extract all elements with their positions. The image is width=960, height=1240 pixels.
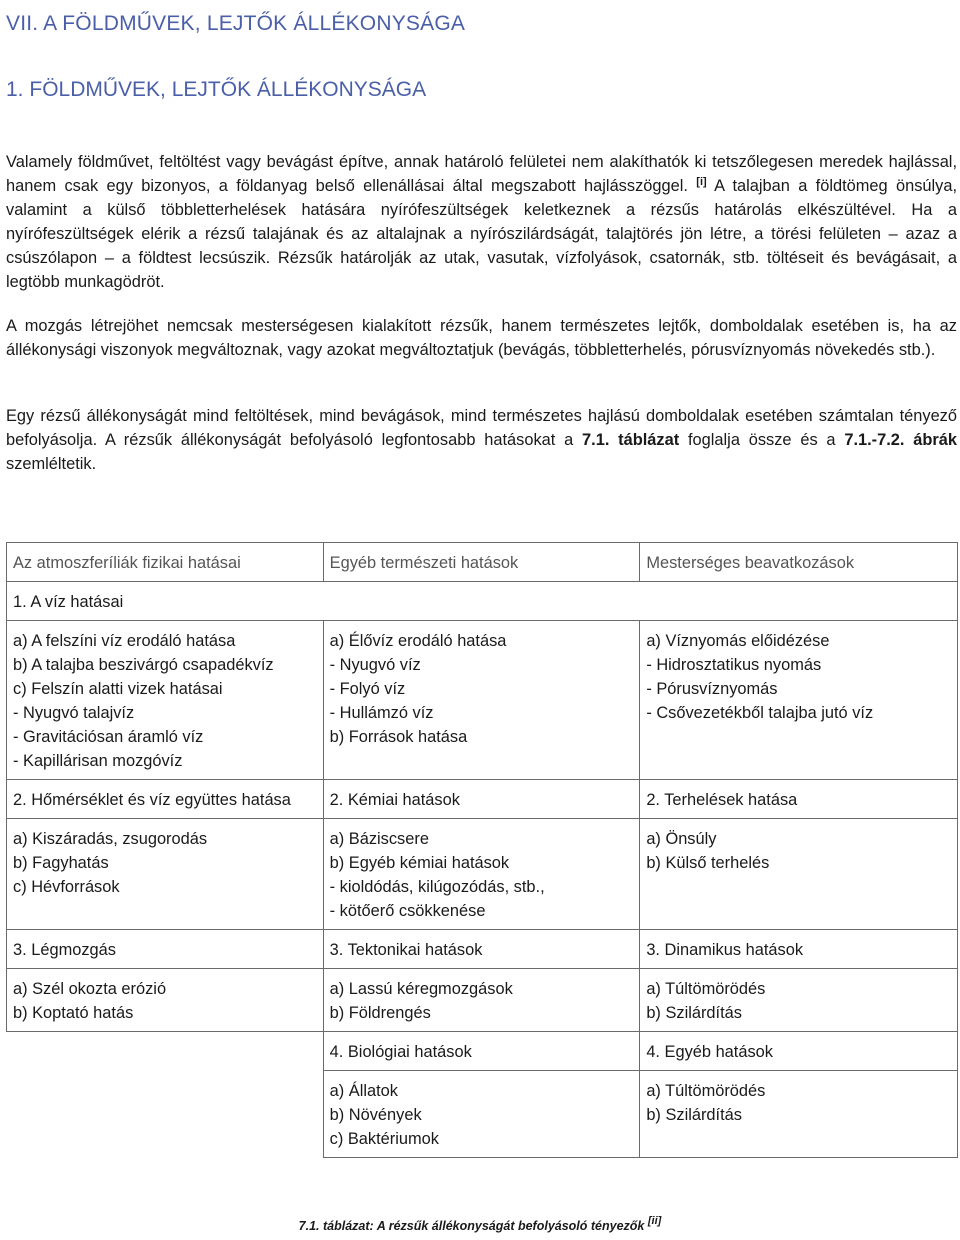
table-row xyxy=(7,819,958,930)
table-cell-line: a) Kiszáradás, zsugorodás xyxy=(13,830,208,848)
table-cell-line: c) Hévforrások xyxy=(13,878,120,896)
table-row xyxy=(7,1071,958,1158)
chapter-title-prefix: VII. A xyxy=(6,12,57,35)
table-header-row xyxy=(7,543,958,582)
table-cell-line: a) A felszíni víz erodáló hatása xyxy=(13,632,236,650)
table-cell-line: a) Túltömörödés xyxy=(646,980,766,998)
table-cell-line: b) Szilárdítás xyxy=(646,1004,742,1022)
table-cell-line: - Nyugvó víz xyxy=(329,656,421,674)
table-group-title: 2. Terhelések hatása xyxy=(640,780,958,819)
table-row xyxy=(7,930,958,969)
table-cell xyxy=(323,819,640,930)
table-cell-line: - kioldódás, kilúgozódás, stb., xyxy=(329,878,545,896)
paragraph-factors-part2: foglalja össze és a xyxy=(688,431,836,449)
figure-reference: 7.1.-7.2. ábrák xyxy=(844,431,958,449)
table-cell-line: - Pórusvíznyomás xyxy=(646,680,778,698)
table-cell xyxy=(640,969,958,1032)
chapter-title xyxy=(6,12,465,36)
table-cell-line: b) Külső terhelés xyxy=(646,854,770,872)
table-cell-line: b) Fagyhatás xyxy=(13,854,109,872)
table-cell-line: c) Felszín alatti vizek hatásai xyxy=(13,680,223,698)
table-cell-line: c) Baktériumok xyxy=(329,1130,439,1148)
table-cell-line: a) Túltömörödés xyxy=(646,1082,766,1100)
table-cell-line: - Kapillárisan mozgóvíz xyxy=(13,752,183,770)
table-cell-line: a) Lassú kéregmozgások xyxy=(329,980,513,998)
table-row xyxy=(7,1032,958,1071)
table-cell-line: b) Növények xyxy=(329,1106,422,1124)
table-cell xyxy=(323,1071,640,1158)
table-cell-line: - Hidrosztatikus nyomás xyxy=(646,656,822,674)
paragraph-movement: A mozgás létrejöhet nemcsak mesterségesen kialakított rézsűk, hanem természetes lejtők, domboldalak esetében is, ha az állékonysági viszonyok megváltoznak, vagy azokat megváltoztatjuk (bevágás, többletterhelés, pórusvíznyomás növekedés stb.). xyxy=(6,317,957,359)
table-group-title: 3. Dinamikus hatások xyxy=(640,930,958,969)
table-row xyxy=(7,780,958,819)
table-cell-line: b) Források hatása xyxy=(329,728,468,746)
table-empty-cell xyxy=(7,1071,324,1158)
table-cell xyxy=(323,621,640,780)
section-title xyxy=(6,78,426,102)
table-reference: 7.1. táblázat xyxy=(582,431,680,449)
table-row xyxy=(7,969,958,1032)
table-cell-line: - Gravitációsan áramló víz xyxy=(13,728,204,746)
paragraph-intro-part1: Valamely földművet, feltöltést vagy bevágást építve, annak határoló felületei nem alakíthatók ki tetszőlegesen meredek hajlással, hanem csak egy bizonyos, a földanyag belső ellenállásai által megszabott hajlásszöggel. xyxy=(6,153,957,195)
table-cell-line: - Nyugvó talajvíz xyxy=(13,704,135,722)
reference-ii[interactable]: [ii] xyxy=(647,1215,662,1227)
section-title-rest: ÖLDMŰVEK, LEJTŐK ÁLLÉKONYSÁGA xyxy=(42,78,427,101)
table-cell-line: a) Élővíz erodáló hatása xyxy=(329,632,507,650)
table-group-title: 3. Tektonikai hatások xyxy=(323,930,640,969)
paragraph-factors-part3: szemléltetik. xyxy=(6,455,97,473)
table-group-title: 1. A víz hatásai xyxy=(7,582,958,621)
table-caption xyxy=(0,1215,960,1233)
table-cell-line: b) A talajba beszivárgó csapadékvíz xyxy=(13,656,274,674)
table-cell-line: b) Földrengés xyxy=(329,1004,431,1022)
table-cell-line: a) Szél okozta erózió xyxy=(13,980,167,998)
table-empty-cell xyxy=(7,1032,324,1071)
table-cell-line: b) Szilárdítás xyxy=(646,1106,742,1124)
table-cell-line: b) Egyéb kémiai hatások xyxy=(329,854,510,872)
table-group-title: 4. Biológiai hatások xyxy=(323,1032,640,1071)
table-group-title: 3. Légmozgás xyxy=(7,930,324,969)
table-group-title: 2. Hőmérséklet és víz együttes hatása xyxy=(7,780,324,819)
table-cell xyxy=(323,969,640,1032)
table-cell xyxy=(640,1071,958,1158)
table-cell xyxy=(7,969,324,1032)
factors-table xyxy=(6,542,958,1158)
table-cell-line: a) Önsúly xyxy=(646,830,717,848)
table-cell-line: - Hullámzó víz xyxy=(329,704,434,722)
chapter-title-rest: FÖLDMŰVEK, LEJTŐK ÁLLÉKONYSÁGA xyxy=(62,12,466,35)
table-header-cell: Mesterséges beavatkozások xyxy=(640,543,958,582)
table-header-cell: Az atmoszferíliák fizikai hatásai xyxy=(7,543,324,582)
table-group-title: 2. Kémiai hatások xyxy=(323,780,640,819)
table-cell-line: - Csővezetékből talajba jutó víz xyxy=(646,704,874,722)
section-title-prefix: 1. F xyxy=(6,78,43,101)
table-cell-line: a) Állatok xyxy=(329,1082,398,1100)
table-cell xyxy=(7,621,324,780)
table-cell xyxy=(7,819,324,930)
table-cell-line: a) Víznyomás előidézése xyxy=(646,632,830,650)
table-cell xyxy=(640,819,958,930)
table-cell-line: - kötőerő csökkenése xyxy=(329,902,486,920)
table-cell-line: a) Báziscsere xyxy=(329,830,429,848)
table-row xyxy=(7,582,958,621)
table-cell-line: b) Koptató hatás xyxy=(13,1004,134,1022)
table-header-cell: Egyéb természeti hatások xyxy=(323,543,640,582)
reference-i[interactable]: [i] xyxy=(696,176,707,188)
table-caption-text: 7.1. táblázat: A rézsűk állékonyságát befolyásoló tényezők xyxy=(298,1219,645,1233)
paragraph-factors xyxy=(6,404,957,476)
paragraph-intro xyxy=(6,150,957,294)
table-cell xyxy=(640,621,958,780)
table-row xyxy=(7,621,958,780)
paragraph-intro-part2: A talajban a földtömeg önsúlya, valamint a külső többletterhelések hatására nyírófeszültségek keletkeznek a rézsűs határolás elkészültével. Ha a nyírófeszültségek elérik a rézsű talajának és az altalajnak a nyírószilárdságát, talajtörés jön létre, a törési felületen – azaz a csúszólapon – a földtest lecsúszik. Rézsűk határolják az utak, vasutak, vízfolyások, csatornák, stb. töltéseit és bevágásait, a legtöbb munkagödröt. xyxy=(6,177,958,291)
table-group-title: 4. Egyéb hatások xyxy=(640,1032,958,1071)
paragraph-factors-part1: Egy rézsű állékonyságát mind feltöltések, mind bevágások, mind természetes hajlású domboldalak esetében számtalan tényező befolyásolja. A rézsűk állékonyságát befolyásoló legfontosabb hatásokat a xyxy=(6,407,957,449)
table-cell-line: - Folyó víz xyxy=(329,680,406,698)
